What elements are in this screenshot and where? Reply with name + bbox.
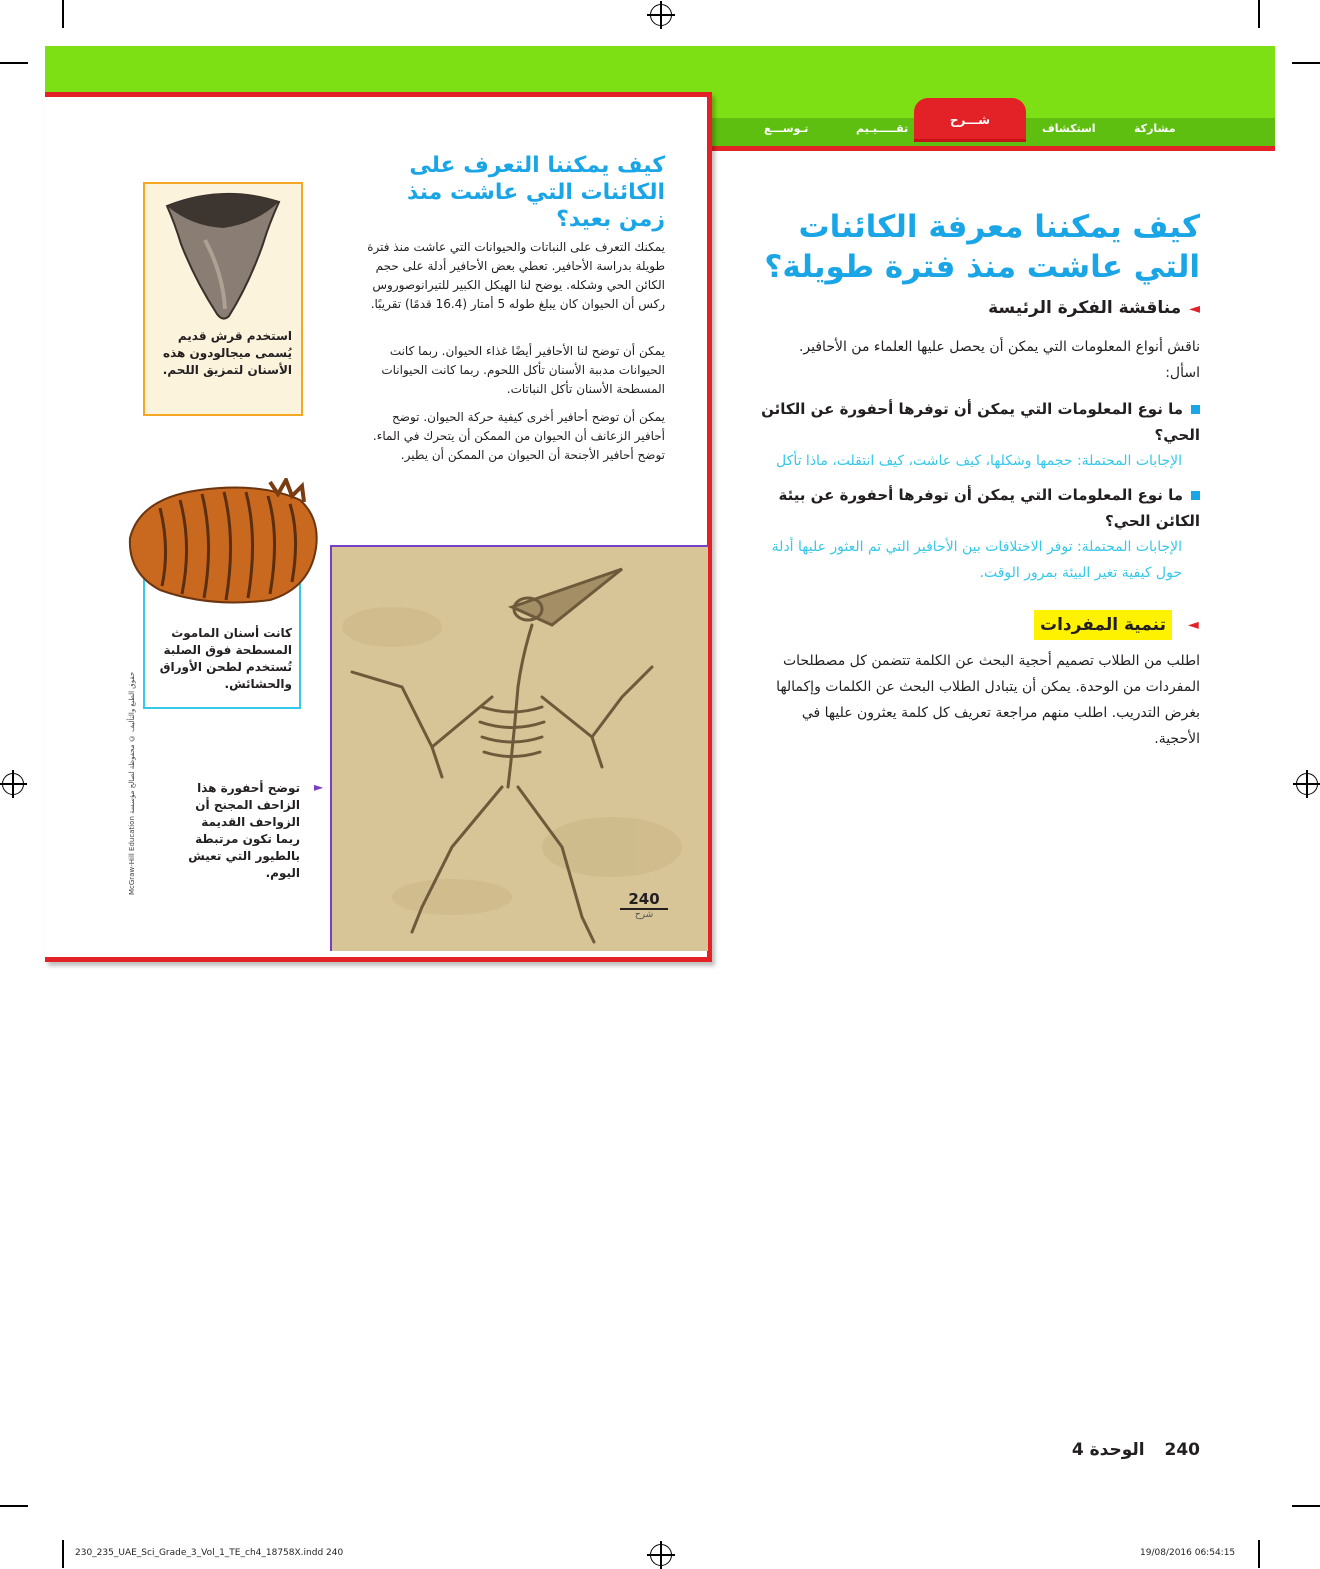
registration-mark-icon [650,1544,672,1566]
caption-pointer-icon: ► [314,780,324,794]
crop-mark [1258,0,1260,28]
discussion-heading: مناقشة الفكرة الرئيسة [988,298,1182,318]
shark-tooth-image [145,184,301,324]
mammoth-tooth-image [120,478,325,608]
tab-engage[interactable]: مشاركة [1134,122,1176,135]
photo-credit: McGraw-Hill Education حقوق الطبع والتأليف © محفوظة لصالح مؤسسة [128,671,136,895]
footer-chapter: الوحدة 4 [1071,1440,1145,1460]
tab-explore[interactable]: استكشاف [1042,122,1096,135]
student-page-label: شرح [634,910,654,920]
answer-2-text: الإجابات المحتملة: توفر الاختلافات بين الأحافير التي تم العثور عليها أدلة حول كيفية تغير البيئة بمرور الوقت. [771,539,1182,581]
question-1 [760,396,1200,474]
student-page-number-value: 240 [620,890,668,910]
question-2 [760,482,1200,586]
page-footer [1000,1440,1200,1460]
section-marker-icon: ◄ [1189,301,1200,317]
tooth-caption: استخدم قرش قديم يُسمى ميجالودون هذه الأسنان لتمزيق اللحم. [162,329,292,377]
crop-mark [62,1540,64,1568]
student-paragraph: يمكن أن توضح أحافير أخرى كيفية حركة الحيوان. توضح أحافير الزعانف أن الحيوان من الممكن أن يتحرك في الماء. توضح أحافير الأجنحة أن الحيوان من الممكن أن يطير. [372,410,665,462]
question-2-text: ما نوع المعلومات التي يمكن أن توفرها أحفورة عن بيئة الكائن الحي؟ [778,486,1200,530]
mammoth-caption: كانت أسنان الماموث المسطحة فوق الصلبة تُستخدم لطحن الأوراق والحشائش. [159,626,292,691]
crop-mark [1292,1505,1320,1507]
vocabulary-heading: تنمية المفردات [1034,610,1172,640]
fossil-caption: توضح أحفورة هذا الزاحف المجنح أن الزواحف القديمة ربما تكون مرتبطة بالطيور التي تعيش اليوم. [188,781,300,880]
tab-evaluate[interactable]: تقـــــيـيم [856,122,909,135]
teacher-main-heading: كيف يمكننا معرفة الكائنات التي عاشت منذ فترة طويلة؟ [764,209,1200,285]
shark-tooth-box [143,182,303,416]
student-paragraph: يمكنك التعرف على النباتات والحيوانات التي عاشت منذ فترة طويلة بدراسة الأحافير. تعطي بعض الأحافير أدلة على حجم الكائن الحي وشكله. يوضح لنا الهيكل الكبير للتيرانوصوروس ركس أن الحيوان كان يبلغ طوله 5 أمتار (16.4 قدمًا) تقريبًا. [367,240,665,311]
student-page-heading: كيف يمكننا التعرف على الكائنات التي عاشت منذ زمن بعيد؟ [406,153,665,232]
discussion-intro: ناقش أنواع المعلومات التي يمكن أن يحصل عليها العلماء من الأحافير. اسأل: [798,339,1200,381]
student-page-number [620,890,668,920]
tab-explain[interactable]: شـــرح [914,98,1026,142]
bullet-square-icon [1191,491,1200,500]
print-slug-file: 230_235_UAE_Sci_Grade_3_Vol_1_TE_ch4_18758X.indd 240 [75,1548,344,1558]
crop-mark [0,62,28,64]
crop-mark [62,0,64,28]
question-1-text: ما نوع المعلومات التي يمكن أن توفرها أحفورة عن الكائن الحي؟ [761,400,1200,444]
tab-extend[interactable]: تـوســـع [764,122,809,135]
registration-mark-icon [650,4,672,26]
student-paragraph: يمكن أن توضح لنا الأحافير أيضًا غذاء الحيوان. ربما كانت الحيوانات مدببة الأسنان تأكل اللحوم. ربما كانت الحيوانات المسطحة الأسنان تأكل النباتات. [381,344,665,396]
crop-mark [0,1505,28,1507]
registration-mark-icon [1296,773,1318,795]
crop-mark [1292,62,1320,64]
section-marker-icon: ◄ [1188,617,1199,633]
footer-page-number: 240 [1164,1440,1200,1460]
registration-mark-icon [2,773,24,795]
vocabulary-paragraph: اطلب من الطلاب تصميم أحجية البحث عن الكلمة تتضمن كل مصطلحات المفردات من الوحدة. يمكن أن يتبادل الطلاب البحث عن الكلمات وإكمالها بغرض التدريب. اطلب منهم مراجعة تعريف كل كلمة يعثرون عليها في الأحجية. [776,653,1200,747]
discussion-heading-row [760,298,1200,318]
crop-mark [1258,1540,1260,1568]
header-divider [712,146,1275,151]
print-slug-date: 19/08/2016 06:54:15 [1140,1548,1236,1558]
bullet-square-icon [1191,405,1200,414]
answer-1-text: الإجابات المحتملة: حجمها وشكلها، كيف عاشت، كيف انتقلت، ماذا تأكل [776,453,1182,469]
